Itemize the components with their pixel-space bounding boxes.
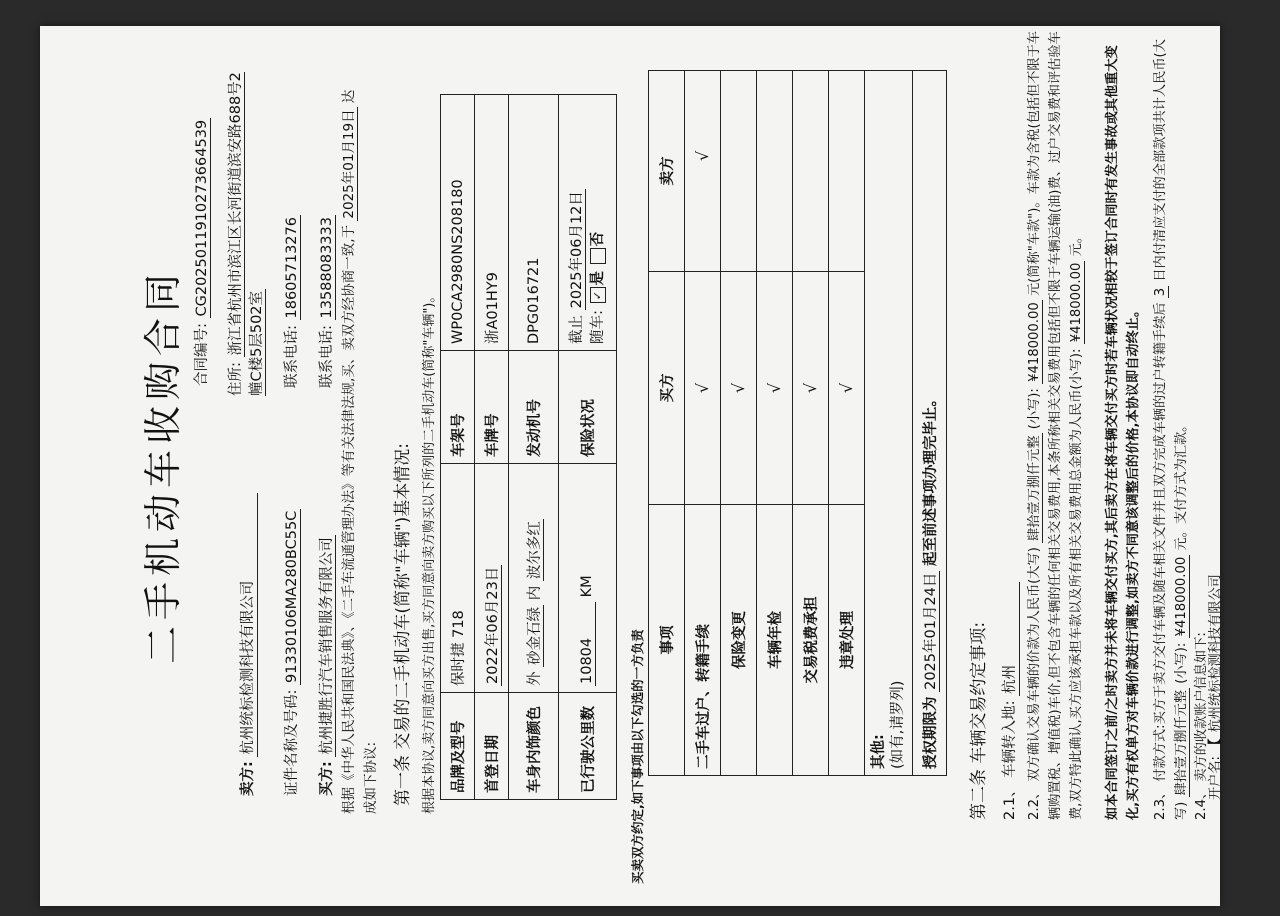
duty-row-buyer-tick: √ <box>829 272 865 505</box>
reg-label: 首登日期 <box>475 693 509 800</box>
engine-label: 发动机号 <box>509 351 559 464</box>
duty-head-seller: 卖方 <box>649 71 685 272</box>
contract-no-label: 合同编号: <box>194 323 210 386</box>
seller-duty-check: √ <box>693 150 712 161</box>
plate-label: 车牌号 <box>475 351 509 464</box>
buyer-name: 杭州捷胜行汽车销售服务有限公司 <box>319 537 335 755</box>
insurance-yes-label: 是 <box>589 271 606 286</box>
insurance-no-label: 否 <box>589 231 606 247</box>
auth-cell <box>913 71 947 776</box>
color-cell <box>509 464 559 693</box>
color-int-prefix: 内 <box>527 585 543 601</box>
seller-phone-value: 18605713276 <box>284 217 300 319</box>
contract-page <box>40 26 1223 906</box>
duty-row-buyer-tick: √ <box>793 272 829 505</box>
duty-other-sub: (如有,请罗列) <box>889 680 906 769</box>
insurance-follow-prefix: 随车: <box>589 310 606 344</box>
mileage-value: 10804 <box>579 602 596 686</box>
art1-heading: 第一条 交易的二手机动车(简称"车辆")基本情况: <box>393 442 413 806</box>
color-ext-value: 砂金石绿 <box>527 606 543 665</box>
p22 <box>1024 30 1087 820</box>
duty-table <box>648 70 947 776</box>
duty-row-seller-tick <box>721 71 757 272</box>
p23-text-b: 日内付清应支付的全部款项共计人民币(大写) <box>1153 39 1189 820</box>
mileage-label: 已行驶公里数 <box>559 693 617 800</box>
auth-date: 2025年01月24日 <box>923 572 939 690</box>
seller-label: 卖方: <box>240 761 256 796</box>
p21 <box>998 582 1020 820</box>
p22-no: 2.2、 <box>1027 785 1042 820</box>
vin-value: WP0CA2980NS208180 <box>441 95 475 351</box>
seller-row <box>236 493 258 796</box>
buyer-phone-value: 13588083333 <box>319 217 335 319</box>
brand-value: 保时捷 718 <box>441 464 475 693</box>
p22-text-b: (小写): <box>1027 388 1042 430</box>
duty-row-seller-tick <box>685 71 721 272</box>
duty-row-buyer-tick: √ <box>721 272 757 505</box>
duty-head-buyer: 买方 <box>649 272 685 505</box>
mileage-unit: KM <box>579 575 595 598</box>
contract-no <box>190 118 211 386</box>
color-int-value: 波尔多红 <box>527 521 543 580</box>
auth-label: 授权期限为 <box>923 696 939 769</box>
art2-heading: 第二条 车辆交易约定事项: <box>969 621 989 820</box>
seller-id-label: 证件名称及号码: <box>284 689 300 796</box>
insurance-no-checkbox[interactable] <box>590 248 606 264</box>
seller-address-label: 住所: <box>228 362 244 396</box>
duty-row-buyer-tick: √ <box>685 272 721 505</box>
p22-text-d: 元。 <box>1069 230 1084 257</box>
p22-text-c: 元(简称"车款")。车款为含税(包括但不限于车辆购置税、增值税)车价,但不包含车辆的任何相关交易费用,本条所称相关交易费用包括但不限于车辆运输(油)费、过户交易费和评估验车费,双方特此确认,买方应该承担车款以及所有相关交易费用总金额为人民币(小写): <box>1027 31 1084 820</box>
duty-row-seller-tick <box>829 71 865 272</box>
seller-address <box>226 66 268 396</box>
bold-clause: 如本合同签订之前/之时卖方并未将车辆交付买方,其后卖方在将车辆交付买方时若车辆状况相较于签订合同时有发生事故或其他重大变化,买方有权单方对车辆价款进行调整,如卖方不同意该调整后的价格,本协议即自动终止。 <box>1105 45 1141 820</box>
brand-label: 品牌及型号 <box>441 693 475 800</box>
p21-value: 杭州 <box>998 582 1020 696</box>
duty-head-item: 事项 <box>649 505 685 776</box>
preamble-text-a: 根据《中华人民共和国民法典》、《二手车流通管理办法》等有关法律法规,买、卖双方经协商一致,于 <box>341 224 357 814</box>
buyer-phone-row <box>315 215 336 388</box>
p23-text-a: 付款方式:买方于卖方交付车辆及随车相关文件并且双方完成车辆的过户转籍手续后 <box>1153 302 1168 782</box>
p23-text-d: 元。支付方式为汇款。 <box>1174 418 1189 551</box>
duty-row-buyer-tick: √ <box>757 272 793 505</box>
buyer-label: 买方: <box>319 761 335 796</box>
p23-days: 3 <box>1153 287 1168 297</box>
preamble-text-b: 达成如下协议: <box>341 89 379 814</box>
duty-row-item: 保险变更 <box>721 505 757 776</box>
duty-row-item: 违章处理 <box>829 505 865 776</box>
reg-cell <box>475 464 509 693</box>
insurance-until-prefix: 截止 <box>568 315 585 344</box>
seller-phone-label: 联系电话: <box>284 325 300 388</box>
seller-phone-row <box>280 215 301 388</box>
p23 <box>1150 30 1192 820</box>
plate-value: 浙A01HY9 <box>475 95 509 351</box>
p23-text-c: (小写): <box>1174 642 1189 684</box>
seller-address-value: 浙江省杭州市滨江区长河街道滨安路688号2幢C楼5层502室 <box>228 72 265 396</box>
p23-amount-cn: 肆拾壹万捌仟元整 <box>1174 689 1189 796</box>
p23-amount: ¥418000.00 <box>1174 556 1189 637</box>
seller-id-row <box>280 509 301 796</box>
insurance-label: 保险状况 <box>559 351 617 464</box>
p24-label: 卖方的收款账户信息如下: <box>1194 632 1209 782</box>
duty-row-seller-tick <box>757 71 793 272</box>
duty-caption: 买卖双方约定,如下事项由以下勾选的一方负责 <box>630 629 645 884</box>
p22-amount: ¥418000.00 <box>1027 302 1042 382</box>
insurance-until-value: 2025年06月12日 <box>568 191 585 309</box>
art1-intro: 根据本协议,卖方同意向买方出售,买方同意向卖方购买以下所列的二手机动车(简称"车辆")。 <box>422 289 437 814</box>
contract-no-value: CG2025011910273664539 <box>194 119 210 317</box>
duty-row-item: 车辆年检 <box>757 505 793 776</box>
p24-open-label: 开户名: <box>1208 755 1223 800</box>
insurance-cell <box>559 95 617 351</box>
buyer-phone-label: 联系电话: <box>319 325 335 388</box>
seller-id-value: 91330106MA280BC55C <box>284 510 300 683</box>
vin-label: 车架号 <box>441 351 475 464</box>
duty-row-item: 交易税费承担 <box>793 505 829 776</box>
p22-amount-cn: 肆拾壹万捌仟元整 <box>1027 435 1042 541</box>
buyer-row <box>315 535 336 796</box>
p24-account: 开户名: 【 杭州统标检测科技有限公司 <box>1208 574 1223 800</box>
doc-title: 二手机动车收购合同 <box>141 268 185 665</box>
mileage-cell <box>559 464 617 693</box>
preamble <box>338 86 382 814</box>
reg-value: 2022年06月23日 <box>485 566 501 684</box>
preamble-date: 2025年01月19日 <box>341 109 357 219</box>
color-label: 车身内饰颜色 <box>509 693 559 800</box>
seller-name: 杭州统标检测科技有限公司 <box>236 493 258 757</box>
duty-row-item: 二手车过户、转籍手续 <box>685 505 721 776</box>
p23-no: 2.3、 <box>1153 785 1168 820</box>
p22-text-a: 双方确认交易车辆的价款为人民币(大写) <box>1027 547 1042 782</box>
duty-other-cell <box>865 71 913 776</box>
insurance-yes-checkbox[interactable]: ✓ <box>590 288 606 304</box>
p24-no: 2.4、 <box>1194 785 1209 820</box>
auth-text: 起至前述事项办理完毕止。 <box>923 391 939 566</box>
p21-label: 车辆转入地: <box>1002 700 1018 778</box>
duty-other-label: 其他: <box>870 734 887 769</box>
duty-row-seller-tick <box>793 71 829 272</box>
p21-no: 2.1、 <box>1002 782 1018 820</box>
color-ext-prefix: 外 <box>527 671 543 686</box>
p22-total: ¥418000.00 <box>1069 262 1084 343</box>
p24-open-value: 杭州统标检测科技有限公司 <box>1208 574 1223 733</box>
vehicle-table <box>440 94 617 800</box>
engine-value: DPG016721 <box>509 95 559 351</box>
